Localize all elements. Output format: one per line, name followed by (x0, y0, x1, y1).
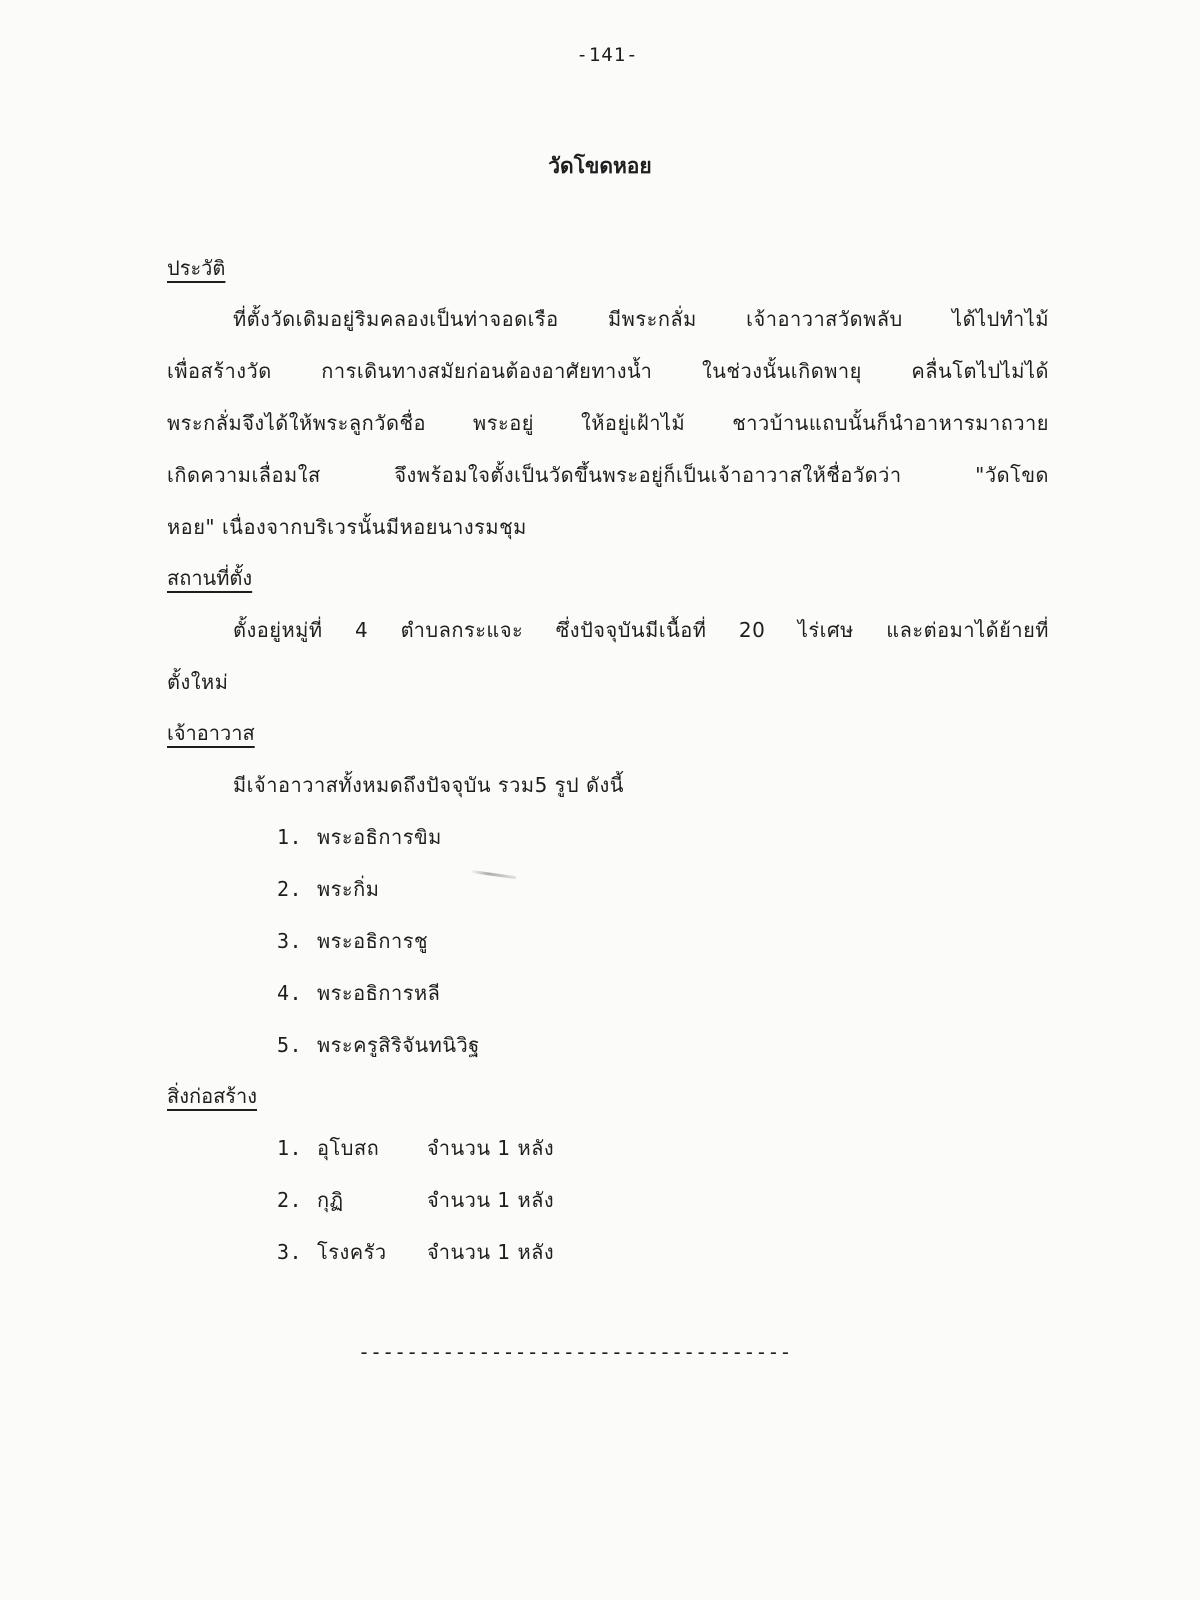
building-list-item (277, 1132, 554, 1164)
list-number: 2. (277, 877, 303, 901)
building-name: อุโบสถ (317, 1136, 380, 1160)
abbot-list-item (277, 1029, 480, 1061)
abbots-intro: มีเจ้าอาวาสทั้งหมดถึงปัจจุบัน รวม5 รูป ดังนี้ (233, 773, 624, 797)
location-line: ตั้งใหม่ (167, 670, 229, 694)
building-quantity: จำนวน 1 หลัง (427, 1136, 555, 1160)
abbot-name: พระอธิการขิม (317, 825, 442, 849)
list-number: 3. (277, 929, 303, 953)
end-divider: ------------------------------------ (358, 1340, 792, 1364)
abbot-list-item (277, 821, 442, 853)
location-heading: สถานที่ตั้ง (167, 566, 253, 590)
abbot-name: พระอธิการชู (317, 929, 429, 953)
list-number: 2. (277, 1188, 303, 1212)
building-list-item (277, 1236, 554, 1268)
abbot-name: พระครูสิริจันทนิวิฐ (317, 1033, 480, 1057)
document-title: วัดโขดหอย (548, 154, 652, 178)
history-line: พระกลั่มจึงได้ให้พระลูกวัดชื่อ พระอยู่ ให้อยู่เฝ้าไม้ ชาวบ้านแถบนั้นก็นำอาหารมาถวาย (167, 411, 1049, 435)
list-number: 3. (277, 1240, 303, 1264)
building-quantity: จำนวน 1 หลัง (427, 1188, 555, 1212)
abbot-name: พระอธิการหลี (317, 981, 441, 1005)
building-list-item (277, 1184, 554, 1216)
list-number: 1. (277, 1136, 303, 1160)
scan-speck (470, 870, 516, 879)
buildings-heading: สิ่งก่อสร้าง (167, 1084, 258, 1108)
history-line: เพื่อสร้างวัด การเดินทางสมัยก่อนต้องอาศัยทางน้ำ ในช่วงนั้นเกิดพายุ คลื่นโตไปไม่ได้ (167, 359, 1049, 383)
list-number: 4. (277, 981, 303, 1005)
history-line: เกิดความเลื่อมใส จึงพร้อมใจตั้งเป็นวัดขึ้นพระอยู่ก็เป็นเจ้าอาวาสให้ชื่อวัดว่า "วัดโขด (167, 463, 1049, 487)
list-number: 1. (277, 825, 303, 849)
abbot-list-item (277, 977, 440, 1009)
building-name: กุฏิ (317, 1188, 344, 1212)
abbot-name: พระกิ่ม (317, 877, 380, 901)
abbots-heading: เจ้าอาวาส (167, 721, 255, 745)
history-line: ที่ตั้งวัดเดิมอยู่ริมคลองเป็นท่าจอดเรือ มีพระกลั่ม เจ้าอาวาสวัดพลับ ได้ไปทำไม้ (233, 307, 1049, 331)
building-name: โรงครัว (317, 1240, 387, 1264)
location-line: ตั้งอยู่หมู่ที่ 4 ตำบลกระแจะ ซึ่งปัจจุบันมีเนื้อที่ 20 ไร่เศษ และต่อมาได้ย้ายที่ (233, 618, 1049, 642)
page-number: -141- (576, 44, 639, 66)
abbot-list-item (277, 925, 428, 957)
list-number: 5. (277, 1033, 303, 1057)
building-quantity: จำนวน 1 หลัง (427, 1240, 555, 1264)
history-heading: ประวัติ (167, 256, 226, 280)
abbot-list-item (277, 873, 379, 905)
history-line: หอย" เนื่องจากบริเวรนั้นมีหอยนางรมชุม (167, 515, 527, 539)
